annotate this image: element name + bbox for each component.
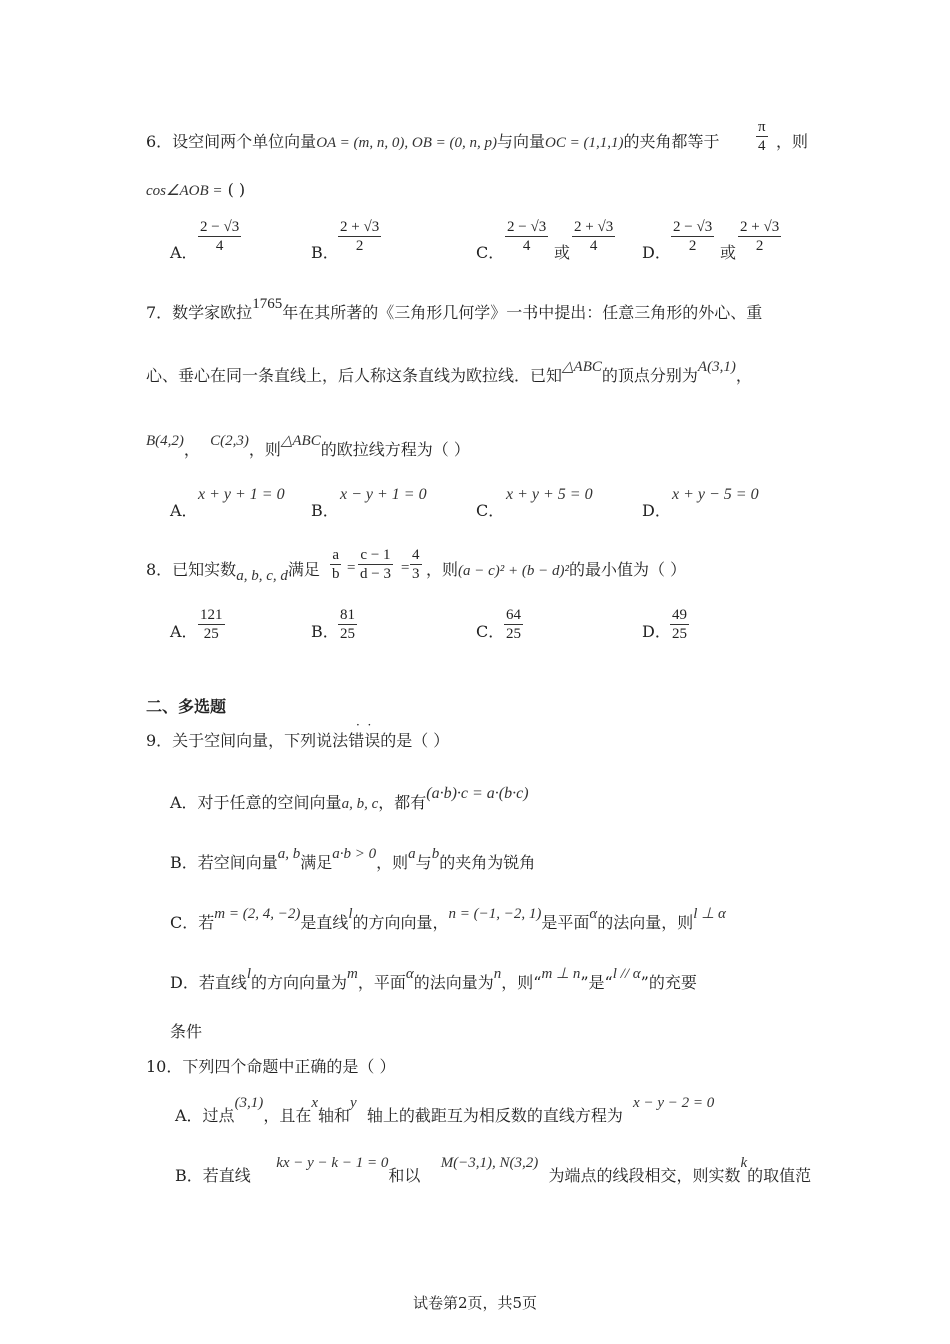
q6-pi-fraction <box>756 118 768 155</box>
q8-option-a-frac <box>198 606 225 643</box>
q7-option-a-expr: x + y + 1 = 0 <box>198 486 285 503</box>
q9-a-expr: (a·b)·c = a·(b·c) <box>426 785 529 802</box>
q7-option-a-label: A． <box>170 501 198 520</box>
q8-frac-cd-num: c − 1 <box>360 547 391 563</box>
q8-option-d-label: D． <box>642 622 671 641</box>
q8-then: ，则 <box>426 560 459 579</box>
q8-option-a-num: 121 <box>200 607 223 623</box>
q9-c-text-b: 是直线 <box>300 913 349 932</box>
q10-b-var-k: k <box>740 1155 748 1171</box>
q10-line: 10．下列四个命题中正确的是（ ） <box>146 1057 396 1076</box>
q9-c-text-d: 是平面 <box>541 913 590 932</box>
q6-option-d-frac2 <box>738 218 781 255</box>
q8-option-b-label: B． <box>311 622 339 641</box>
q10-option-b <box>175 1155 812 1187</box>
q10-a-var-x: x <box>311 1095 318 1111</box>
q8-expr: (a − c)² + (b − d)² <box>458 563 570 579</box>
q10-b-expr-line: kx − y − k − 1 = 0 <box>276 1155 389 1171</box>
q9-d-expr-parallel: l // α <box>612 966 641 982</box>
q8-intro: 8．已知实数 <box>146 560 237 579</box>
q6-option-c-num2: 2 + √3 <box>574 219 614 235</box>
q9-c-text-e: 的法向量，则 <box>597 913 694 932</box>
q7-option-c-expr: x + y + 5 = 0 <box>506 486 593 503</box>
q10-b-text-c: 为端点的线段相交，则实数 <box>548 1166 741 1185</box>
q7-point-c: C(2,3) <box>210 433 249 449</box>
q8-frac-cd-den: d − 3 <box>360 566 391 582</box>
q6-option-b-frac <box>338 218 381 255</box>
q8-text-b <box>426 560 686 581</box>
q9-d-text-c: ，平面 <box>357 973 406 992</box>
q6-option-a-num: 2 − √3 <box>200 219 240 235</box>
q6-line1 <box>146 132 719 153</box>
q9-emphasis: 错误 <box>348 731 381 750</box>
q8-eq1: = <box>346 560 357 576</box>
q8-eq2: = <box>400 560 411 576</box>
q9-a-text-b: ，都有 <box>378 793 427 812</box>
q9-d-var-l: l <box>246 966 252 982</box>
q8-frac-43-num: 4 <box>412 547 420 563</box>
q9-d-text-b: 的方向向量为 <box>251 973 348 992</box>
q6-option-d-frac1 <box>671 218 714 255</box>
q6-option-d-label: D． <box>642 243 671 262</box>
q9-b-text-b: 满足 <box>300 853 333 872</box>
q10-b-text-a: B．若直线 <box>175 1166 251 1185</box>
q9-c-expr-m: m = (2, 4, −2) <box>214 906 301 922</box>
q9-b-text-d: 与 <box>415 853 432 872</box>
q6-option-c-or: 或 <box>554 243 571 262</box>
q6-option-d-num1: 2 − √3 <box>673 219 713 235</box>
q9-d-var-alpha: α <box>405 966 414 982</box>
q6-option-d-num2: 2 + √3 <box>740 219 780 235</box>
q9-option-d <box>170 966 697 994</box>
q8-vars: a, b, c, d <box>236 568 288 584</box>
q6-option-d-den1: 2 <box>688 238 697 254</box>
q9-b-text-e: 的夹角为锐角 <box>439 853 536 872</box>
q9-d-text-e: ，则“ <box>501 973 542 992</box>
q6-pi-num: π <box>758 119 766 135</box>
q9-b-var-a: a <box>408 846 416 862</box>
q9-d-var-m: m <box>347 966 358 982</box>
q8-option-d-num: 49 <box>672 607 687 623</box>
q10-b-text-d: 的取值范 <box>747 1166 812 1185</box>
q10-option-a <box>175 1095 715 1127</box>
q8-satisfy: 满足 <box>287 560 320 579</box>
q9-c-expr-n: n = (−1, −2, 1) <box>448 906 542 922</box>
q9-option-c <box>170 906 726 934</box>
q9-c-text-c: 的方向向量， <box>352 913 449 932</box>
q9-line <box>146 731 449 751</box>
q6-option-a-den: 4 <box>215 238 224 254</box>
q10-a-text-d: 轴上的截距互为相反数的直线方程为 <box>366 1106 623 1125</box>
q10-a-expr: x − y − 2 = 0 <box>633 1095 715 1111</box>
q7-option-d-expr: x + y − 5 = 0 <box>672 486 759 503</box>
q7-text-c: 心、垂心在同一条直线上，后人称这条直线为欧拉线．已知 <box>146 366 563 385</box>
q6-option-c-frac2 <box>572 218 615 255</box>
q7-text-a: 7．数学家欧拉 <box>146 303 253 322</box>
q8-option-c-den: 25 <box>506 626 521 642</box>
q7-text-b: 年在其所著的《三角形几何学》一书中提出：任意三角形的外心、重 <box>282 303 763 322</box>
q6-pi-den: 4 <box>758 138 766 154</box>
q6-option-b-label: B． <box>311 243 339 262</box>
q9-c-expr-perp: l ⊥ α <box>693 906 726 922</box>
q9-b-vars: a, b <box>277 846 301 862</box>
q6-option-c-frac1 <box>505 218 548 255</box>
q9-a-text: A．对于任意的空间向量 <box>170 793 342 812</box>
q9-d-text-g: ”的充要 <box>640 973 697 992</box>
q7-line1 <box>146 296 763 324</box>
q10-b-text-b: 和以 <box>388 1166 421 1185</box>
q9-b-text-c: ，则 <box>376 853 409 872</box>
q9-intro: 9．关于空间向量，下列说法 <box>146 731 349 750</box>
page-footer: 试卷第2页，共5页 <box>412 1294 538 1312</box>
q9-c-var-l: l <box>348 906 353 922</box>
q6-text-a: 6．设空间两个单位向量 <box>146 132 317 151</box>
section-heading-multi-choice: 二、多选题 <box>146 697 227 716</box>
q8-frac-cd <box>358 546 393 583</box>
q6-text-b: 与向量 <box>496 132 545 151</box>
q7-text-g: 的欧拉线方程为（ ） <box>320 440 470 459</box>
q7-line3 <box>146 433 470 461</box>
q7-comma: ， <box>183 440 200 459</box>
q6-text-c: 的夹角都等于 <box>623 132 720 151</box>
q7-year: 1765 <box>252 296 283 312</box>
q8-frac-ab-num: a <box>332 547 340 563</box>
q8-option-b-den: 25 <box>340 626 355 642</box>
q6-line2 <box>146 180 245 201</box>
q6-option-c-den2: 4 <box>589 238 598 254</box>
q6-expr-oc: OC = (1,1,1) <box>544 135 624 151</box>
q9-b-var-b: b <box>431 846 440 862</box>
q6-option-c-label: C． <box>476 243 505 262</box>
q7-text-e: ， <box>735 366 752 385</box>
q9-option-b <box>170 846 536 874</box>
q9-d-text-f: ”是“ <box>580 973 613 992</box>
q9-d-expr-perp: m ⊥ n <box>541 966 581 982</box>
q10-a-text-b: ，且在 <box>263 1106 312 1125</box>
q9-emphasis-dots: · · <box>356 718 372 732</box>
q6-option-a-label: A． <box>170 243 198 262</box>
q7-option-b-label: B． <box>311 501 339 520</box>
q9-c-text-a: C．若 <box>170 913 215 932</box>
q8-option-a-den: 25 <box>203 626 219 642</box>
q7-option-d-label: D． <box>642 501 671 520</box>
q7-option-c-label: C． <box>476 501 505 520</box>
q7-triangle-2: △ABC <box>280 433 321 449</box>
q9-option-a <box>170 785 529 814</box>
q8-option-c-frac <box>504 606 523 643</box>
q9-c-var-alpha: α <box>589 906 598 922</box>
q8-option-a-label: A． <box>170 622 198 641</box>
q6-then: ，则 <box>776 132 809 151</box>
q8-option-b-num: 81 <box>340 607 355 623</box>
q10-a-text-a: A．过点 <box>175 1106 235 1125</box>
q7-point-b: B(4,2) <box>146 433 184 449</box>
q10-b-expr-points: M(−3,1), N(3,2) <box>440 1155 539 1171</box>
q6-option-b-den: 2 <box>355 238 364 254</box>
q8-frac-ab-den: b <box>332 566 340 582</box>
q9-question: 的是（ ） <box>380 731 450 750</box>
q8-question: 的最小值为（ ） <box>569 560 687 579</box>
q8-frac-43-den: 3 <box>412 566 420 582</box>
q7-option-b-expr: x − y + 1 = 0 <box>340 486 427 503</box>
q9-d-text-d: 的法向量为 <box>413 973 494 992</box>
q6-option-b-num: 2 + √3 <box>340 219 380 235</box>
q9-d-var-n: n <box>493 966 502 982</box>
q8-option-b-frac <box>338 606 357 643</box>
q6-option-c-num1: 2 − √3 <box>507 219 547 235</box>
q6-cos-expr: cos∠AOB = <box>146 183 223 199</box>
q7-text-f: ，则 <box>248 440 281 459</box>
q8-option-d-den: 25 <box>672 626 687 642</box>
q6-option-d-den2: 2 <box>755 238 764 254</box>
q10-a-var-y: y <box>350 1095 357 1111</box>
q9-option-d-line2: 条件 <box>170 1022 203 1041</box>
q8-option-d-frac <box>670 606 689 643</box>
q6-expr-oa: OA = (m, n, 0), OB = (0, n, p) <box>316 135 497 151</box>
q10-a-text-c: 轴和 <box>318 1106 351 1125</box>
q8-frac-43 <box>410 546 422 583</box>
q8-text-a <box>146 560 320 584</box>
q7-line2 <box>146 359 752 387</box>
q7-triangle: △ABC <box>562 359 602 375</box>
q8-frac-ab <box>330 546 342 583</box>
q9-b-expr: a·b > 0 <box>332 846 377 862</box>
q6-option-c-den1: 4 <box>522 238 531 254</box>
q6-option-a-frac <box>198 218 241 255</box>
q8-option-c-num: 64 <box>506 607 521 623</box>
q8-option-c-label: C． <box>476 622 505 641</box>
q6-option-d-or: 或 <box>720 243 737 262</box>
q9-b-text-a: B．若空间向量 <box>170 853 278 872</box>
q9-d-text-a: D．若直线 <box>170 973 247 992</box>
q7-point-a: A(3,1) <box>697 359 736 375</box>
q9-a-vars: a, b, c <box>341 796 379 812</box>
q7-text-d: 的顶点分别为 <box>601 366 698 385</box>
q10-a-point: (3,1) <box>234 1095 264 1111</box>
q6-paren: ( ) <box>227 180 246 199</box>
